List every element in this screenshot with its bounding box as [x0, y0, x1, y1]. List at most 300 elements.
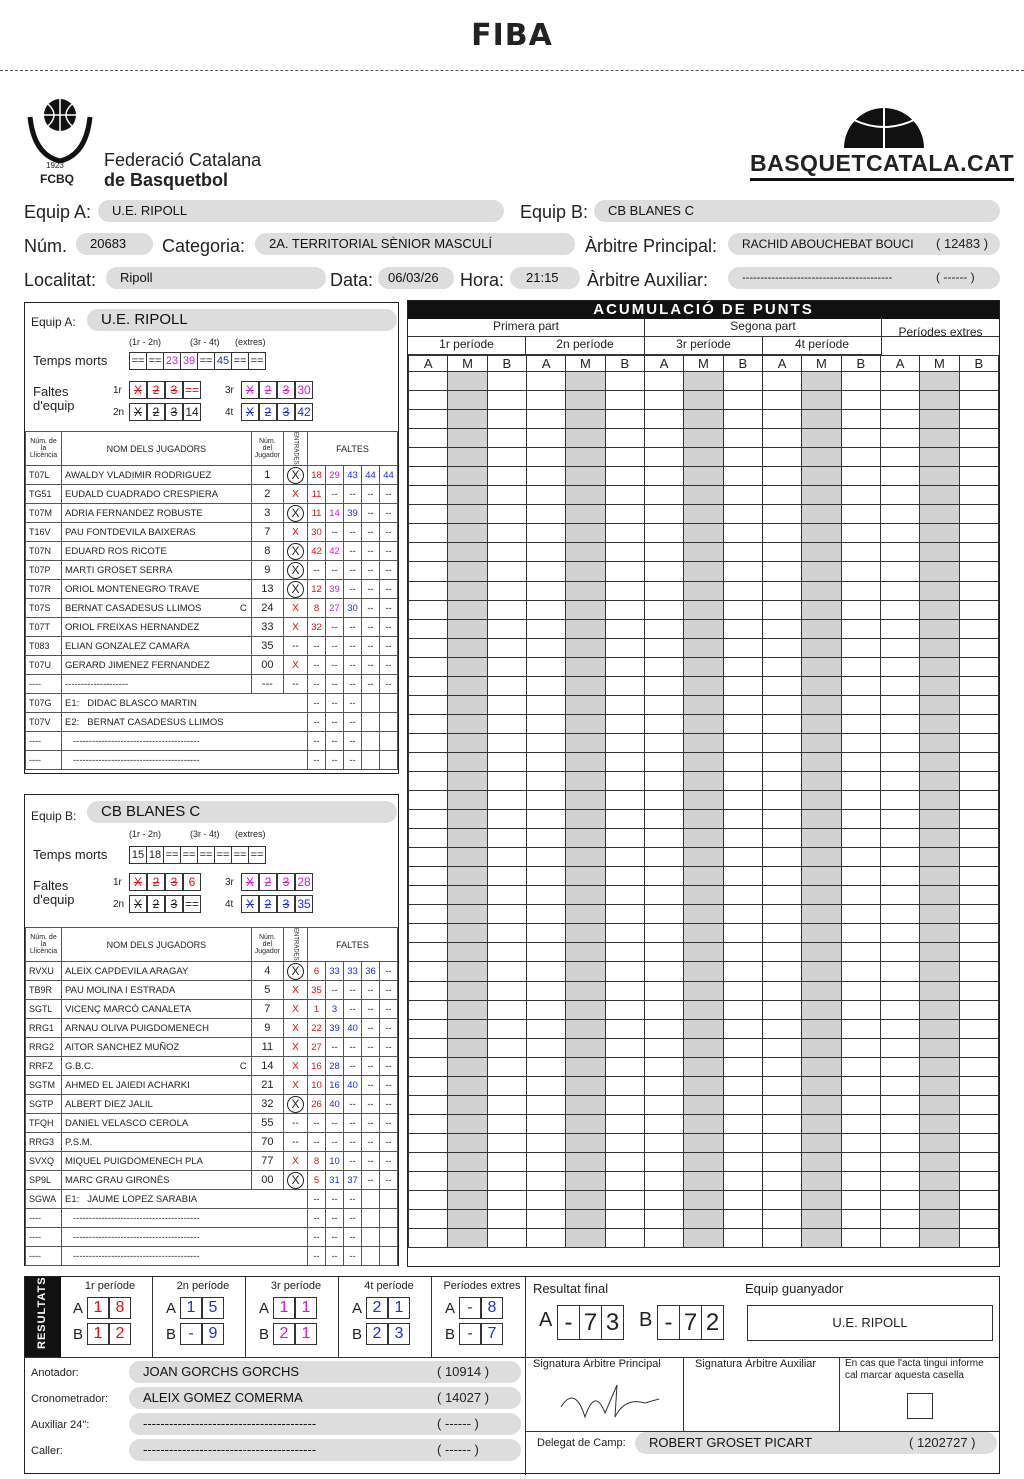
result-period-label: 4t període — [364, 1280, 414, 1292]
grid-cell — [487, 429, 526, 448]
grid-cell — [920, 1171, 959, 1190]
entry-mark: X — [287, 505, 304, 522]
tb-timeout-3: == — [181, 847, 198, 864]
team-b-field: CB BLANES C — [594, 200, 1000, 222]
aux-referee-id: ( ------ ) — [936, 270, 975, 284]
grid-cell — [448, 981, 487, 1000]
player-foul: -- — [344, 1133, 362, 1152]
player-foul: -- — [362, 580, 380, 599]
grid-row — [409, 467, 999, 486]
player-foul: -- — [362, 523, 380, 542]
player-row — [26, 1076, 398, 1095]
grid-cell — [487, 1076, 526, 1095]
player-foul: 27 — [326, 599, 344, 618]
grid-cell — [723, 410, 762, 429]
grid-row — [409, 981, 999, 1000]
ta-foul-2n-1: 2 — [147, 403, 165, 421]
entry-mark: X — [292, 1003, 299, 1015]
grid-cell — [566, 848, 605, 867]
sig-ref-label: Signatura Àrbitre Principal — [533, 1358, 661, 1370]
grid-cell — [920, 733, 959, 752]
grid-cell — [802, 1229, 841, 1248]
coach-foul: -- — [326, 1247, 344, 1266]
player-number: 13 — [251, 580, 283, 599]
player-number: 24 — [251, 599, 283, 618]
player-foul: -- — [362, 1114, 380, 1133]
ta-timeout-6: == — [232, 353, 249, 370]
player-foul: 33 — [326, 962, 344, 981]
basquetcatala-logo — [840, 104, 928, 153]
grid-cell — [526, 1019, 565, 1038]
col-fouls: FALTES — [308, 928, 398, 962]
player-foul: 10 — [326, 1152, 344, 1171]
grid-cell — [409, 867, 448, 886]
player-entry — [284, 561, 308, 580]
player-licence: SVXQ — [26, 1152, 62, 1171]
player-row — [26, 504, 398, 523]
grid-cell — [920, 1000, 959, 1019]
period4-label: 4t període — [763, 337, 882, 355]
entry-mark: X — [292, 602, 299, 614]
grid-cell — [526, 886, 565, 905]
tb-foul-2n-2: 3 — [165, 895, 183, 913]
grid-cell — [409, 1210, 448, 1229]
ta-timeout-5: 45 — [215, 353, 232, 370]
player-entry — [284, 1057, 308, 1076]
grid-cell — [448, 924, 487, 943]
grid-cell — [566, 505, 605, 524]
grid-cell — [487, 486, 526, 505]
grid-cell — [920, 676, 959, 695]
entry-mark: X — [292, 1079, 299, 1091]
final-b-2: 2 — [702, 1306, 724, 1340]
grid-cell — [409, 829, 448, 848]
grid-cell — [644, 962, 683, 981]
col-name: NOM DELS JUGADORS — [62, 432, 252, 466]
tb-foul-4t-1: 2 — [259, 895, 277, 913]
coach-name — [62, 713, 308, 732]
final-a-1: 7 — [580, 1306, 602, 1340]
player-number: 11 — [251, 1038, 283, 1057]
grid-cell — [487, 410, 526, 429]
grid-cell — [605, 791, 644, 810]
grid-cell — [644, 581, 683, 600]
grid-cell — [487, 1114, 526, 1133]
grid-cell — [959, 1210, 998, 1229]
grid-cell — [841, 619, 880, 638]
player-name — [62, 523, 252, 542]
player-name — [62, 504, 252, 523]
grid-cell — [920, 581, 959, 600]
grid-cell — [684, 581, 723, 600]
grid-cell — [684, 543, 723, 562]
result-team-letter: A — [73, 1300, 84, 1317]
tb-foul-1r-2: 3 — [165, 873, 183, 891]
ta-foul-1r-0: X — [129, 381, 147, 399]
grid-cell — [409, 943, 448, 962]
grid-cell — [566, 524, 605, 543]
grid-cell — [723, 791, 762, 810]
player-foul: 8 — [308, 1152, 326, 1171]
coach-licence: ---- — [26, 1209, 62, 1228]
grid-cell — [762, 1171, 801, 1190]
grid-cell — [920, 981, 959, 1000]
grid-cell — [644, 657, 683, 676]
coach-foul: -- — [308, 1247, 326, 1266]
player-number: 14 — [251, 1057, 283, 1076]
grid-cell — [644, 924, 683, 943]
player-name-text: BERNAT CASADESUS LLIMOS — [65, 602, 202, 614]
player-foul: 36 — [362, 962, 380, 981]
grid-cell — [723, 543, 762, 562]
grid-cell — [723, 581, 762, 600]
grid-cell — [762, 524, 801, 543]
coach-row — [26, 694, 398, 713]
report-checkbox[interactable] — [907, 1393, 933, 1419]
grid-cell — [409, 676, 448, 695]
grid-cell — [762, 810, 801, 829]
grid-cell — [684, 505, 723, 524]
grid-cell — [448, 676, 487, 695]
grid-row — [409, 1133, 999, 1152]
player-name — [62, 1171, 252, 1190]
grid-cell — [644, 981, 683, 1000]
player-foul: 27 — [308, 1038, 326, 1057]
grid-cell — [841, 752, 880, 771]
grid-cell — [644, 505, 683, 524]
grid-cell — [526, 714, 565, 733]
coach-foul: -- — [308, 713, 326, 732]
grid-cell — [409, 733, 448, 752]
player-row — [26, 1171, 398, 1190]
grid-cell — [802, 905, 841, 924]
grid-cell — [526, 448, 565, 467]
player-name — [62, 580, 252, 599]
grid-cell — [448, 486, 487, 505]
grid-cell — [723, 1038, 762, 1057]
col-entries: ENTRADES — [284, 928, 308, 962]
grid-cell — [487, 981, 526, 1000]
grid-cell — [802, 1095, 841, 1114]
player-entry — [284, 1095, 308, 1114]
coach-foul: -- — [308, 751, 326, 770]
grid-cell — [841, 695, 880, 714]
player-number: 2 — [251, 485, 283, 504]
grid-cell — [566, 600, 605, 619]
player-entry — [284, 1038, 308, 1057]
grid-cell — [762, 1095, 801, 1114]
grid-cell — [448, 791, 487, 810]
grid-cell — [487, 733, 526, 752]
grid-cell — [959, 638, 998, 657]
players-header-row — [26, 432, 398, 466]
grid-cell — [841, 886, 880, 905]
player-licence: RRG3 — [26, 1133, 62, 1152]
grid-cell — [762, 867, 801, 886]
grid-cell — [841, 410, 880, 429]
final-b-1: 7 — [680, 1306, 702, 1340]
grid-cell — [487, 848, 526, 867]
grid-col-header: M — [448, 356, 487, 372]
grid-cell — [802, 638, 841, 657]
coach-name — [62, 1190, 308, 1209]
grid-cell — [920, 791, 959, 810]
grid-row — [409, 676, 999, 695]
player-row — [26, 1114, 398, 1133]
player-number: 35 — [251, 637, 283, 656]
grid-cell — [566, 829, 605, 848]
grid-cell — [880, 752, 919, 771]
grid-cell — [684, 905, 723, 924]
coach-foul — [380, 1209, 398, 1228]
grid-cell — [684, 1114, 723, 1133]
player-foul: -- — [308, 637, 326, 656]
grid-cell — [487, 962, 526, 981]
grid-cell — [762, 372, 801, 391]
coach-row — [26, 751, 398, 770]
grid-cell — [605, 410, 644, 429]
player-entry — [284, 523, 308, 542]
grid-cell — [644, 543, 683, 562]
player-foul: 40 — [344, 1019, 362, 1038]
grid-cell — [802, 1171, 841, 1190]
grid-cell — [566, 1171, 605, 1190]
grid-cell — [409, 410, 448, 429]
grid-cell — [566, 1152, 605, 1171]
grid-cell — [487, 657, 526, 676]
coach-name-text: BERNAT CASADESUS LLIMOS — [87, 716, 224, 728]
grid-cell — [920, 924, 959, 943]
grid-cell — [841, 486, 880, 505]
player-row — [26, 618, 398, 637]
player-entry — [284, 580, 308, 599]
entry-mark: -- — [292, 640, 299, 652]
grid-cell — [802, 1038, 841, 1057]
extra-label: Períodes extres — [898, 325, 983, 339]
divider — [525, 1357, 526, 1475]
grid-row — [409, 1019, 999, 1038]
players-header-row — [26, 928, 398, 962]
coach-row — [26, 1247, 398, 1266]
grid-cell — [526, 1191, 565, 1210]
result-team-letter: B — [73, 1326, 84, 1343]
tb-foul-1r-0: X — [129, 873, 147, 891]
grid-cell — [644, 752, 683, 771]
grid-cell — [409, 619, 448, 638]
grid-cell — [959, 1229, 998, 1248]
grid-cell — [959, 771, 998, 790]
grid-cell — [487, 924, 526, 943]
coach-foul — [362, 1209, 380, 1228]
grid-cell — [526, 372, 565, 391]
grid-cell — [644, 486, 683, 505]
grid-row — [409, 1191, 999, 1210]
player-foul: 12 — [308, 580, 326, 599]
grid-cell — [684, 1171, 723, 1190]
aux24-label: Auxiliar 24": — [31, 1419, 90, 1431]
grid-row — [409, 867, 999, 886]
grid-cell — [566, 448, 605, 467]
grid-cell — [566, 1095, 605, 1114]
player-licence: RRG1 — [26, 1019, 62, 1038]
tb-timeouts-label: Temps morts — [33, 847, 108, 862]
player-foul: -- — [344, 580, 362, 599]
grid-cell — [841, 1229, 880, 1248]
grid-cell — [841, 581, 880, 600]
grid-cell — [526, 848, 565, 867]
federation-line2: de Basquetbol — [104, 170, 229, 190]
grid-cell — [880, 1057, 919, 1076]
grid-cell — [762, 581, 801, 600]
grid-cell — [880, 1152, 919, 1171]
ta-timeout-1: == — [147, 353, 164, 370]
grid-cell — [762, 791, 801, 810]
grid-cell — [959, 943, 998, 962]
player-name-text: ADRIA FERNANDEZ ROBUSTE — [65, 507, 203, 519]
player-entry — [284, 618, 308, 637]
player-licence: T07M — [26, 504, 62, 523]
grid-cell — [802, 562, 841, 581]
grid-row — [409, 829, 999, 848]
grid-cell — [409, 791, 448, 810]
player-foul: 26 — [308, 1095, 326, 1114]
col-entries: ENTRADES — [284, 432, 308, 466]
grid-cell — [487, 810, 526, 829]
grid-cell — [920, 600, 959, 619]
grid-row — [409, 848, 999, 867]
grid-cell — [802, 619, 841, 638]
coach-name — [62, 1247, 308, 1266]
grid-cell — [448, 619, 487, 638]
entry-mark: X — [292, 621, 299, 633]
coach-foul: -- — [344, 694, 362, 713]
grid-cell — [920, 714, 959, 733]
player-name — [62, 637, 252, 656]
grid-row — [409, 1210, 999, 1229]
player-foul: 8 — [308, 599, 326, 618]
grid-cell — [487, 829, 526, 848]
date-field: 06/03/26 — [378, 267, 454, 289]
grid-cell — [802, 467, 841, 486]
player-number: 32 — [251, 1095, 283, 1114]
player-licence: T083 — [26, 637, 62, 656]
ta-fouls-label: Faltes d'equip — [33, 384, 75, 413]
grid-cell — [880, 1133, 919, 1152]
player-foul: -- — [344, 1000, 362, 1019]
grid-cell — [409, 752, 448, 771]
player-name-text: ARNAU OLIVA PUIGDOMENECH — [65, 1022, 209, 1034]
grid-cell — [880, 1038, 919, 1057]
grid-row — [409, 1076, 999, 1095]
grid-cell — [959, 752, 998, 771]
logo-year: 1923 — [46, 161, 64, 170]
grid-cell — [959, 448, 998, 467]
grid-cell — [684, 1057, 723, 1076]
player-foul: 10 — [308, 1076, 326, 1095]
result-digit: 3 — [388, 1323, 410, 1345]
player-foul: -- — [326, 1114, 344, 1133]
grid-col-header: A — [762, 356, 801, 372]
entry-mark: X — [287, 581, 304, 598]
grid-cell — [644, 1171, 683, 1190]
coach-licence: SGWA — [26, 1190, 62, 1209]
grid-cell — [723, 676, 762, 695]
grid-cell — [409, 924, 448, 943]
grid-row — [409, 372, 999, 391]
grid-cell — [409, 429, 448, 448]
grid-cell — [880, 1210, 919, 1229]
grid-cell — [920, 1229, 959, 1248]
coach-licence: ---- — [26, 732, 62, 751]
grid-cell — [762, 676, 801, 695]
result-digit: - — [459, 1297, 481, 1319]
grid-cell — [959, 429, 998, 448]
grid-cell — [448, 1114, 487, 1133]
player-entry — [284, 1000, 308, 1019]
grid-cell — [409, 657, 448, 676]
player-name — [62, 542, 252, 561]
ta-foul-3r-2: 3 — [277, 381, 295, 399]
player-foul: -- — [344, 523, 362, 542]
grid-row — [409, 752, 999, 771]
player-number: --- — [251, 675, 283, 694]
player-foul: 11 — [308, 485, 326, 504]
player-foul: -- — [362, 1076, 380, 1095]
grid-cell — [959, 391, 998, 410]
grid-cell — [566, 638, 605, 657]
grid-cell — [409, 1057, 448, 1076]
grid-cell — [526, 905, 565, 924]
grid-cell — [526, 1038, 565, 1057]
grid-cell — [684, 562, 723, 581]
grid-cell — [723, 1076, 762, 1095]
grid-cell — [762, 1210, 801, 1229]
grid-cell — [762, 981, 801, 1000]
grid-cell — [841, 962, 880, 981]
grid-cell — [566, 752, 605, 771]
grid-cell — [920, 867, 959, 886]
grid-cell — [566, 810, 605, 829]
grid-cell — [880, 867, 919, 886]
grid-cell — [526, 943, 565, 962]
grid-cell — [880, 505, 919, 524]
grid-cell — [684, 752, 723, 771]
site-name: BASQUETCATALA.CAT — [750, 150, 1014, 181]
entry-mark: X — [292, 1041, 299, 1053]
grid-cell — [409, 1229, 448, 1248]
grid-cell — [841, 829, 880, 848]
grid-cell — [448, 410, 487, 429]
grid-cell — [802, 486, 841, 505]
player-entry — [284, 1133, 308, 1152]
grid-cell — [762, 505, 801, 524]
grid-cell — [723, 1229, 762, 1248]
date-label: Data: — [330, 270, 374, 290]
grid-cell — [566, 733, 605, 752]
grid-cell — [644, 829, 683, 848]
grid-row — [409, 1095, 999, 1114]
player-foul: 33 — [344, 962, 362, 981]
player-foul: -- — [344, 542, 362, 561]
federation-line1: Federació Catalana — [104, 150, 262, 170]
grid-cell — [723, 1191, 762, 1210]
grid-cell — [605, 733, 644, 752]
grid-cell — [487, 638, 526, 657]
grid-cell — [920, 524, 959, 543]
player-name — [62, 1000, 252, 1019]
grid-cell — [644, 1191, 683, 1210]
grid-row — [409, 810, 999, 829]
